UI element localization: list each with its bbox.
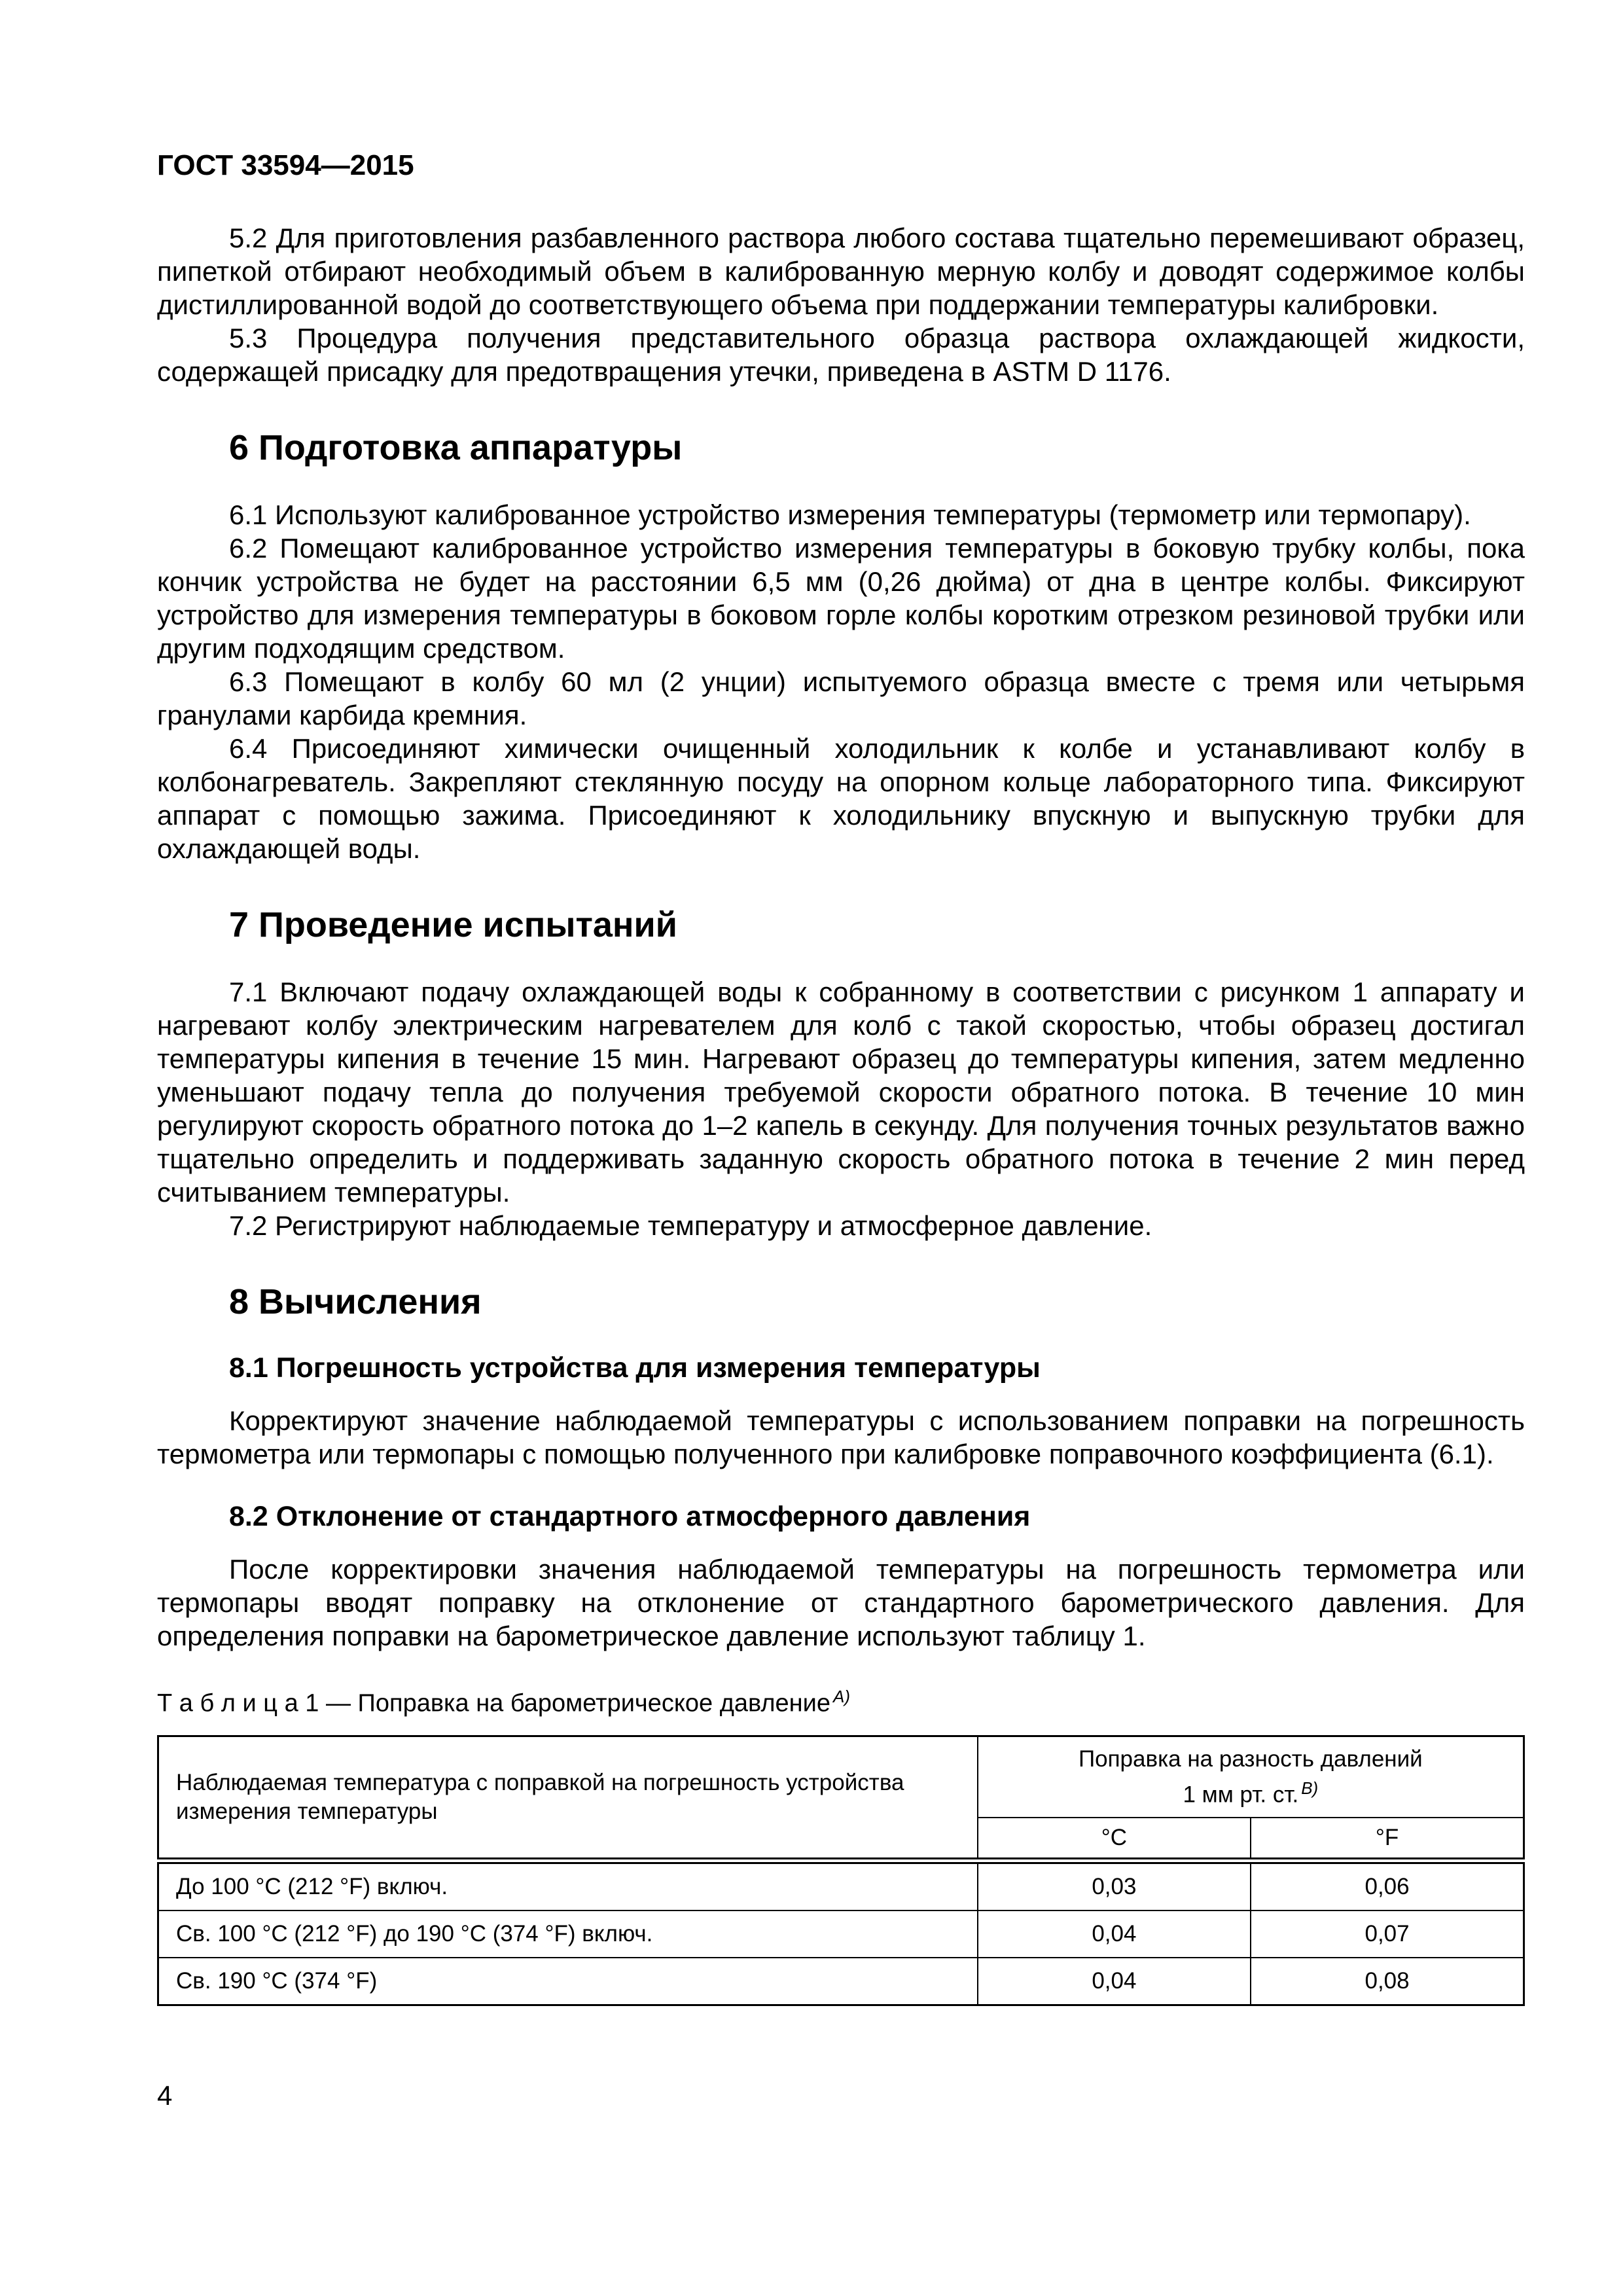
paragraph-6-4: 6.4 Присоединяют химически очищенный холодильник к колбе и устанавливают колбу в колбонагреватель. Закрепляют стеклянную посуду на опорном кольце лабораторного типа. Фиксируют аппарат с помощью зажима. Присоединяют к холодильнику впускную и выпускную трубки для охлаждающей воды. [157, 733, 1525, 864]
table-row-label: Св. 190 °С (374 °F) [158, 1958, 978, 2005]
page-number: 4 [157, 2080, 173, 2111]
section-8-2-title: 8.2 Отклонение от стандартного атмосферного давления [229, 1501, 1031, 1532]
table-subheader-celsius: °С [978, 1818, 1251, 1861]
table-caption-text: Т а б л и ц а 1 — Поправка на барометрическое давление [157, 1689, 831, 1717]
section-8-1-title: 8.1 Погрешность устройства для измерения температуры [229, 1352, 1041, 1384]
table-row-value-c: 0,03 [978, 1861, 1251, 1910]
table-row-value-f: 0,06 [1251, 1861, 1524, 1910]
paragraph-6-1: 6.1 Используют калиброванное устройство измерения температуры (термометр или термопару). [229, 499, 1471, 530]
table-row-label: До 100 °С (212 °F) включ. [158, 1861, 978, 1910]
paragraph-8-2: После корректировки значения наблюдаемой температуры на погрешность термометра или термопары вводят поправку на отклонение от стандартного барометрического давления. Для определения поправки на барометрическое давление используют таблицу 1. [157, 1554, 1525, 1651]
table-row [158, 1910, 1524, 1958]
paragraph-5-3: 5.3 Процедура получения представительного образца раствора охлаждающей жидкости, содержащей присадку для предотвращения утечки, приведена в ASTM D 1176. [157, 323, 1525, 387]
table-row-label: Св. 100 °С (212 °F) до 190 °С (374 °F) включ. [158, 1910, 978, 1958]
table-group-footnote-mark: В) [1301, 1778, 1319, 1798]
table-1 [157, 1735, 1525, 2007]
section-6-title: 6 Подготовка аппаратуры [229, 428, 683, 467]
table-header-row [158, 1736, 1524, 1818]
table-group-header-line2: 1 мм рт. ст. [1183, 1782, 1299, 1808]
paragraph-6-3: 6.3 Помещают в колбу 60 мл (2 унции) испытуемого образца вместе с тремя или четырьмя гранулами карбида кремния. [157, 666, 1525, 730]
table-row-value-f: 0,08 [1251, 1958, 1524, 2005]
table-subheader-fahrenheit: °F [1251, 1818, 1524, 1861]
table-group-header-line1: Поправка на разность давлений [1078, 1746, 1423, 1772]
table-row-value-f: 0,07 [1251, 1910, 1524, 1958]
table-row-value-c: 0,04 [978, 1910, 1251, 1958]
paragraph-5-2: 5.2 Для приготовления разбавленного раствора любого состава тщательно перемешивают образец, пипеткой отбирают необходимый объем в калиброванную мерную колбу и доводят содержимое колбы дистиллированной водой до соответствующего объема при поддержании температуры калибровки. [157, 223, 1525, 320]
paragraph-6-2: 6.2 Помещают калиброванное устройство измерения температуры в боковую трубку колбы, пока кончик устройства не будет на расстоянии 6,5 мм (0,26 дюйма) от дна в центре колбы. Фиксируют устройство для измерения температуры в боковом горле колбы коротким отрезком резиновой трубки или другим подходящим средством. [157, 533, 1525, 664]
table-caption-footnote-mark: А) [833, 1687, 851, 1706]
table-group-header [978, 1736, 1524, 1818]
paragraph-8-1: Корректируют значение наблюдаемой температуры с использованием поправки на погрешность термометра или термопары с помощью полученного при калибровке поправочного коэффициента (6.1). [157, 1405, 1525, 1469]
table-caption [157, 1687, 1525, 1718]
paragraph-7-1: 7.1 Включают подачу охлаждающей воды к собранному в соответствии с рисунком 1 аппарату и нагревают колбу электрическим нагревателем для колб с такой скоростью, чтобы образец достигал температуры кипения в течение 15 мин. Нагревают образец до температуры кипения, затем медленно уменьшают подачу тепла до получения требуемой скорости обратного потока. В течение 10 мин регулируют скорость обратного потока до 1–2 капель в секунду. Для получения точных результатов важно тщательно определить и поддерживать заданную скорость обратного потока в течение 2 мин перед считыванием температуры. [157, 977, 1525, 1208]
table-row [158, 1958, 1524, 2005]
table-col1-header: Наблюдаемая температура с поправкой на погрешность устройства измерения температуры [158, 1736, 978, 1861]
section-7-title: 7 Проведение испытаний [229, 905, 677, 944]
table-row-value-c: 0,04 [978, 1958, 1251, 2005]
paragraph-7-2: 7.2 Регистрируют наблюдаемые температуру и атмосферное давление. [229, 1210, 1152, 1241]
table-row [158, 1861, 1524, 1910]
doc-header: ГОСТ 33594—2015 [157, 149, 414, 181]
section-8-title: 8 Вычисления [229, 1282, 482, 1321]
